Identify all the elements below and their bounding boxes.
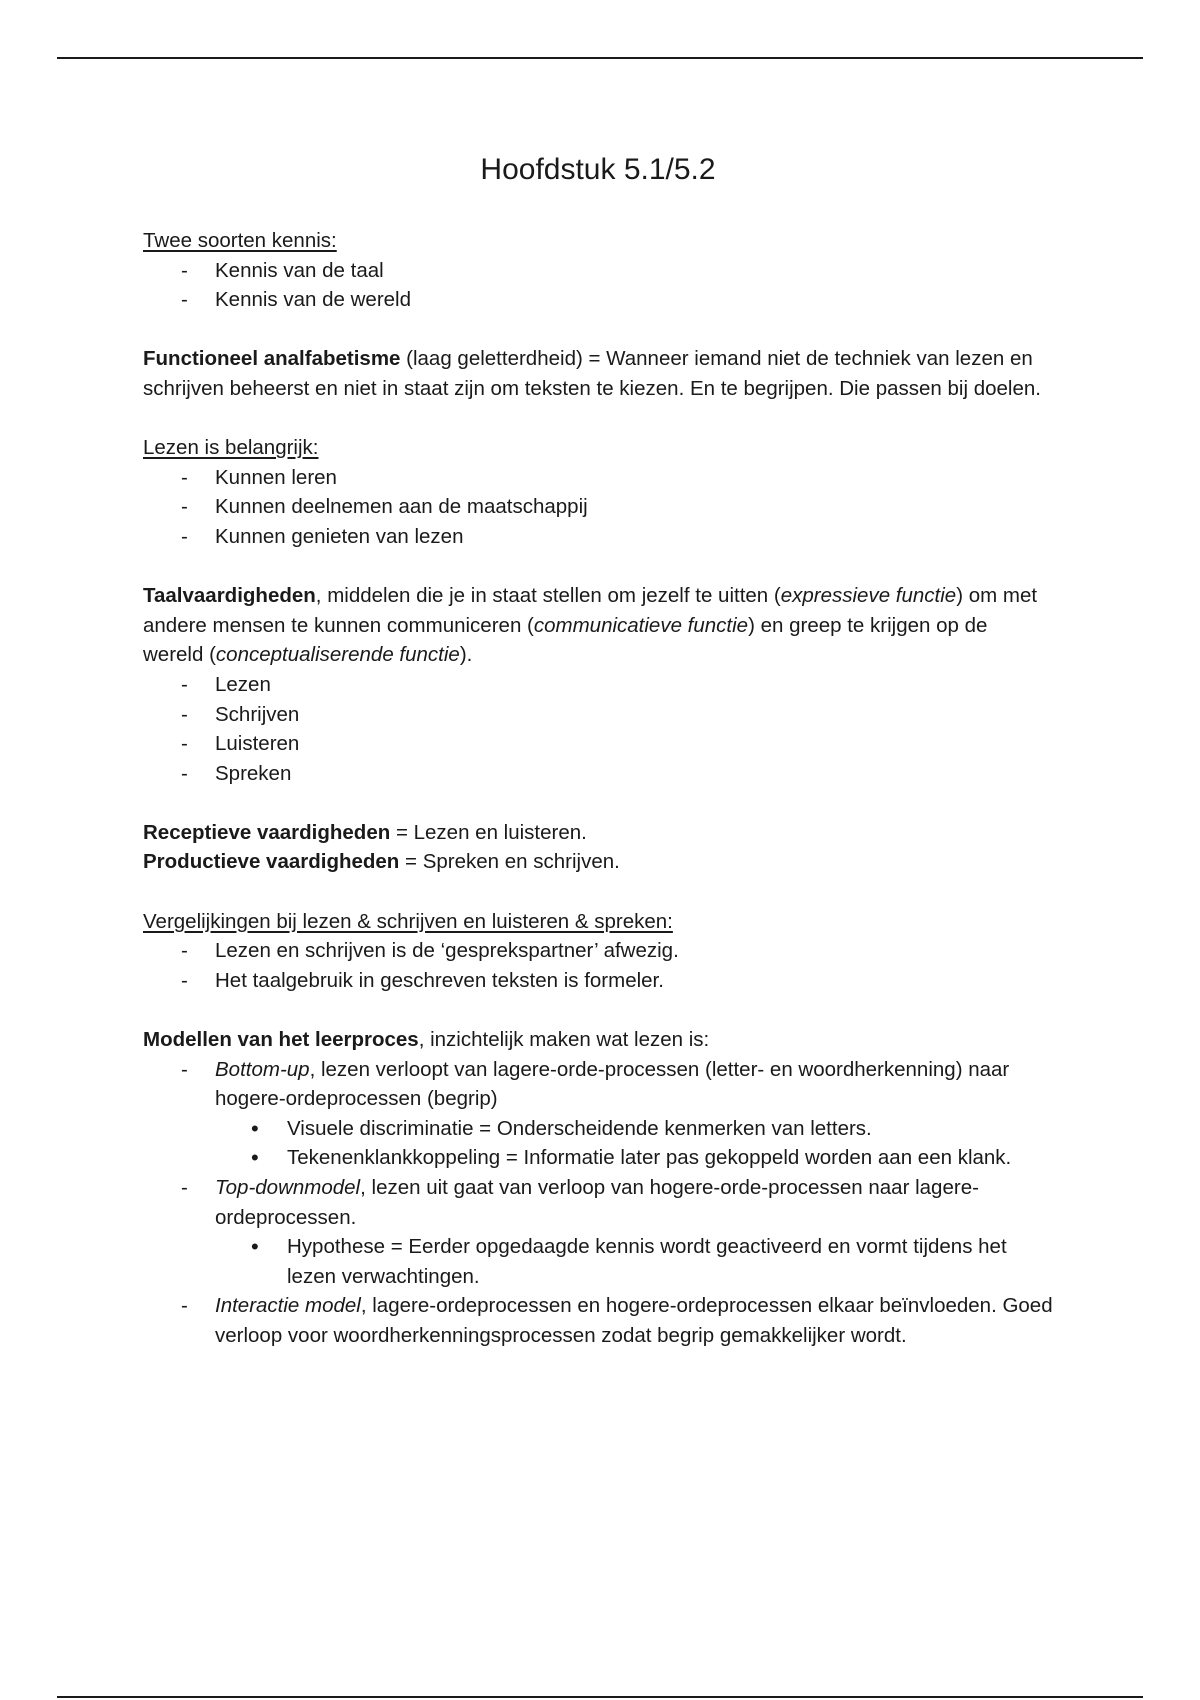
receptief-line	[143, 818, 1053, 848]
modellen-list	[143, 1055, 1053, 1351]
taalvaardigheden-paragraph	[143, 581, 1053, 670]
lezen-heading	[143, 433, 1053, 463]
modellen-text: , inzichtelijk maken wat lezen is:	[418, 1028, 710, 1052]
functioneel-term: Functioneel analfabetisme	[143, 347, 401, 371]
lezen-heading-text: Lezen is belangrijk:	[143, 436, 319, 460]
bottomup-sublist	[215, 1114, 1053, 1173]
bottomup-text: , lezen verloopt van lagere-orde-processen (letter- en woordherkenning) naar hogere-ordeprocessen (begrip)	[215, 1057, 1010, 1111]
list-item: - Lezen en schrijven is de ‘gesprekspartner’ afwezig.	[143, 936, 1053, 966]
taalvaardigheden-text-2: ) om met andere mensen te kunnen communiceren (	[143, 584, 1038, 637]
list-item-interactie	[143, 1291, 1053, 1350]
receptief-term: Receptieve vaardigheden	[143, 820, 391, 844]
vergelijkingen-heading-text: Vergelijkingen bij lezen & schrijven en luisteren & spreken:	[143, 909, 673, 933]
sub-list-item: • Hypothese = Eerder opgedaagde kennis wordt geactiveerd en vormt tijdens het lezen verwachtingen.	[215, 1232, 1053, 1291]
bottomup-term: Bottom-up	[215, 1057, 310, 1081]
list-item: - Kennis van de taal	[143, 256, 1053, 286]
productief-text: = Spreken en schrijven.	[399, 850, 620, 874]
functioneel-text: (laag geletterdheid) = Wanneer iemand niet de techniek van lezen en schrijven beheerst en niet in staat zijn om teksten te kiezen. En te begrijpen. Die passen bij doelen.	[143, 347, 1041, 400]
taalvaardigheden-term: Taalvaardigheden	[143, 584, 316, 608]
taalvaardigheden-text-3: ) en greep te krijgen op de wereld (	[143, 613, 988, 667]
list-item: - Lezen	[143, 670, 1053, 700]
list-item: - Kunnen genieten van lezen	[143, 522, 1053, 552]
list-item: - Spreken	[143, 759, 1053, 789]
expressieve-functie: expressieve functie	[780, 584, 957, 608]
interactie-term: Interactie model	[215, 1294, 361, 1318]
interactie-text: , lagere-ordeprocessen en hogere-ordeprocessen elkaar beïnvloeden. Goed verloop voor woordherkenningsprocessen zodat begrip gemakkelijker wordt.	[215, 1294, 1053, 1347]
sub-list-item: • Tekenenklankkoppeling = Informatie later pas gekoppeld worden aan een klank.	[215, 1143, 1053, 1173]
kennis-heading	[143, 226, 1053, 256]
document-page	[143, 140, 1053, 1351]
list-item: - Het taalgebruik in geschreven teksten is formeler.	[143, 966, 1053, 996]
sub-list-item: • Visuele discriminatie = Onderscheidende kenmerken van letters.	[215, 1114, 1053, 1144]
taalvaardigheden-list	[143, 670, 1053, 788]
header-rule	[57, 57, 1143, 59]
modellen-term: Modellen van het leerproces	[143, 1028, 419, 1052]
list-item: - Luisteren	[143, 729, 1053, 759]
topdown-sublist	[215, 1232, 1053, 1291]
conceptualiserende-functie: conceptualiserende functie	[215, 643, 460, 667]
productief-term: Productieve vaardigheden	[143, 850, 400, 874]
topdown-term: Top-downmodel	[215, 1176, 361, 1199]
vergelijkingen-list	[143, 936, 1053, 995]
kennis-list	[143, 256, 1053, 315]
list-item-bottom-up	[143, 1055, 1053, 1173]
taalvaardigheden-text-4: ).	[459, 643, 473, 667]
list-item: - Kunnen deelnemen aan de maatschappij	[143, 492, 1053, 522]
functioneel-paragraph	[143, 344, 1053, 403]
page-title: Hoofdstuk 5.1/5.2	[480, 153, 716, 186]
list-item: - Kunnen leren	[143, 463, 1053, 493]
list-item-top-down	[143, 1173, 1053, 1291]
topdown-text: , lezen uit gaat van verloop van hogere-orde-processen naar lagere-ordeprocessen.	[215, 1176, 979, 1229]
vergelijkingen-heading	[143, 907, 1053, 937]
taalvaardigheden-text-1: , middelen die je in staat stellen om jezelf te uitten (	[315, 584, 781, 608]
kennis-heading-text: Twee soorten kennis:	[143, 229, 337, 252]
productief-line	[143, 847, 1053, 877]
list-item: - Kennis van de wereld	[143, 285, 1053, 315]
modellen-paragraph	[143, 1025, 1053, 1055]
receptief-text: = Lezen en luisteren.	[390, 820, 587, 844]
communicatieve-functie: communicatieve functie	[533, 613, 749, 637]
lezen-list	[143, 463, 1053, 552]
list-item: - Schrijven	[143, 700, 1053, 730]
footer-rule	[57, 1696, 1143, 1698]
